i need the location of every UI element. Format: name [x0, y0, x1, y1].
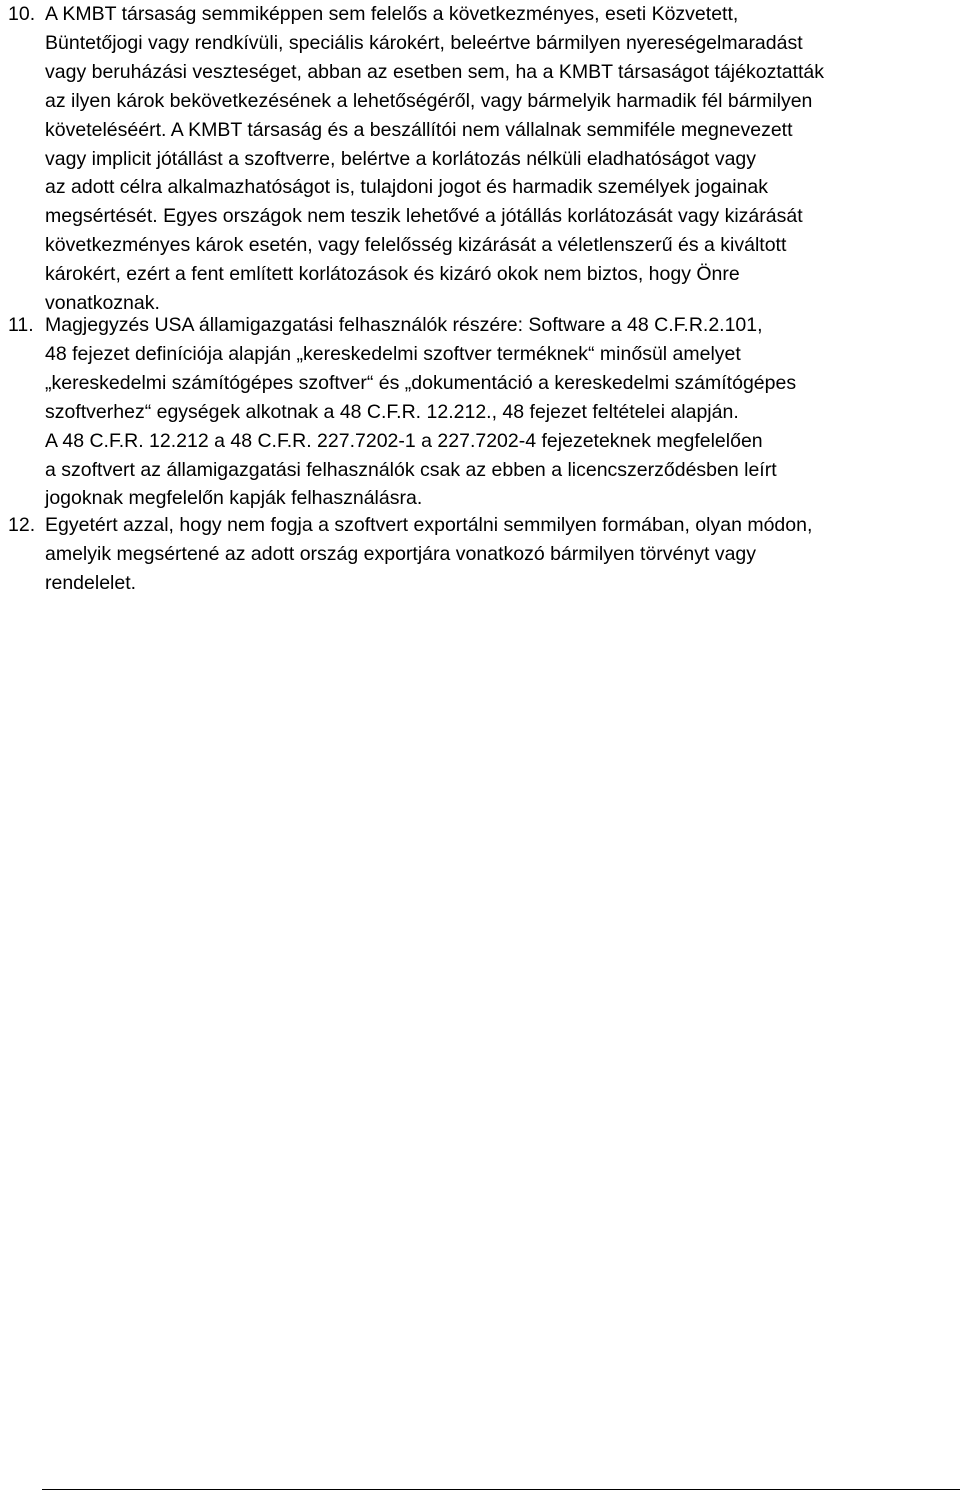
text-line: szoftverhez“ egységek alkotnak a 48 C.F.R. 12.212., 48 fejezet feltételei alapján.	[45, 400, 739, 423]
text-line: Magjegyzés USA államigazgatási felhasználók részére: Software a 48 C.F.R.2.101,	[45, 314, 763, 336]
item-number: 11.	[8, 314, 34, 336]
text-line: megsértését. Egyes országok nem teszik lehetővé a jótállás korlátozását vagy kizárását	[45, 205, 803, 228]
text-line: az adott célra alkalmazhatóságot is, tulajdoni jogot és harmadik személyek jogainak	[45, 176, 768, 199]
item-number: 10.	[8, 3, 36, 25]
text-line: Egyetért azzal, hogy nem fogja a szoftvert exportálni semmilyen formában, olyan módon,	[45, 514, 813, 536]
text-line: A KMBT társaság semmiképpen sem felelős a következményes, eseti Közvetett,	[45, 3, 739, 25]
text-line: vonatkoznak.	[45, 292, 160, 314]
text-line: amelyik megsértené az adott ország exportjára vonatkozó bármilyen törvényt vagy	[45, 542, 757, 565]
text-line: A 48 C.F.R. 12.212 a 48 C.F.R. 227.7202-1 a 227.7202-4 fejezeteknek megfelelően	[45, 429, 763, 452]
footer-divider	[42, 1489, 960, 1490]
text-line: jogoknak megfelelőn kapják felhasználásra.	[45, 487, 423, 510]
text-line: az ilyen károk bekövetkezésének a lehetőségéről, vagy bármelyik harmadik fél bármilyen	[45, 89, 813, 112]
text-line: 48 fejezet definíciója alapján „kereskedelmi szoftver terméknek“ minősül amelyet	[45, 342, 741, 365]
text-line: vagy beruházási veszteséget, abban az esetben sem, ha a KMBT társaságot tájékoztatták	[45, 60, 825, 83]
text-line: vagy implicit jótállást a szoftverre, belértve a korlátozás nélküli eladhatóságot vagy	[45, 147, 757, 170]
text-line: károkért, ezért a fent említett korlátozások és kizáró okok nem biztos, hogy Önre	[45, 263, 740, 286]
text-line: „kereskedelmi számítógépes szoftver“ és „dokumentáció a kereskedelmi számítógépes	[45, 371, 797, 394]
item-number: 12.	[8, 514, 36, 536]
text-line: következményes károk esetén, vagy felelősség kizárását a véletlenszerű és a kiváltott	[45, 234, 787, 257]
text-line: követeléséért. A KMBT társaság és a beszállítói nem vállalnak semmiféle megnevezett	[45, 118, 793, 141]
text-line: rendelelet.	[45, 571, 137, 594]
text-line: a szoftvert az államigazgatási felhasználók csak az ebben a licencszerződésben leírt	[45, 458, 777, 481]
text-line: Büntetőjogi vagy rendkívüli, speciális károkért, beleértve bármilyen nyereségelmaradást	[45, 31, 803, 54]
